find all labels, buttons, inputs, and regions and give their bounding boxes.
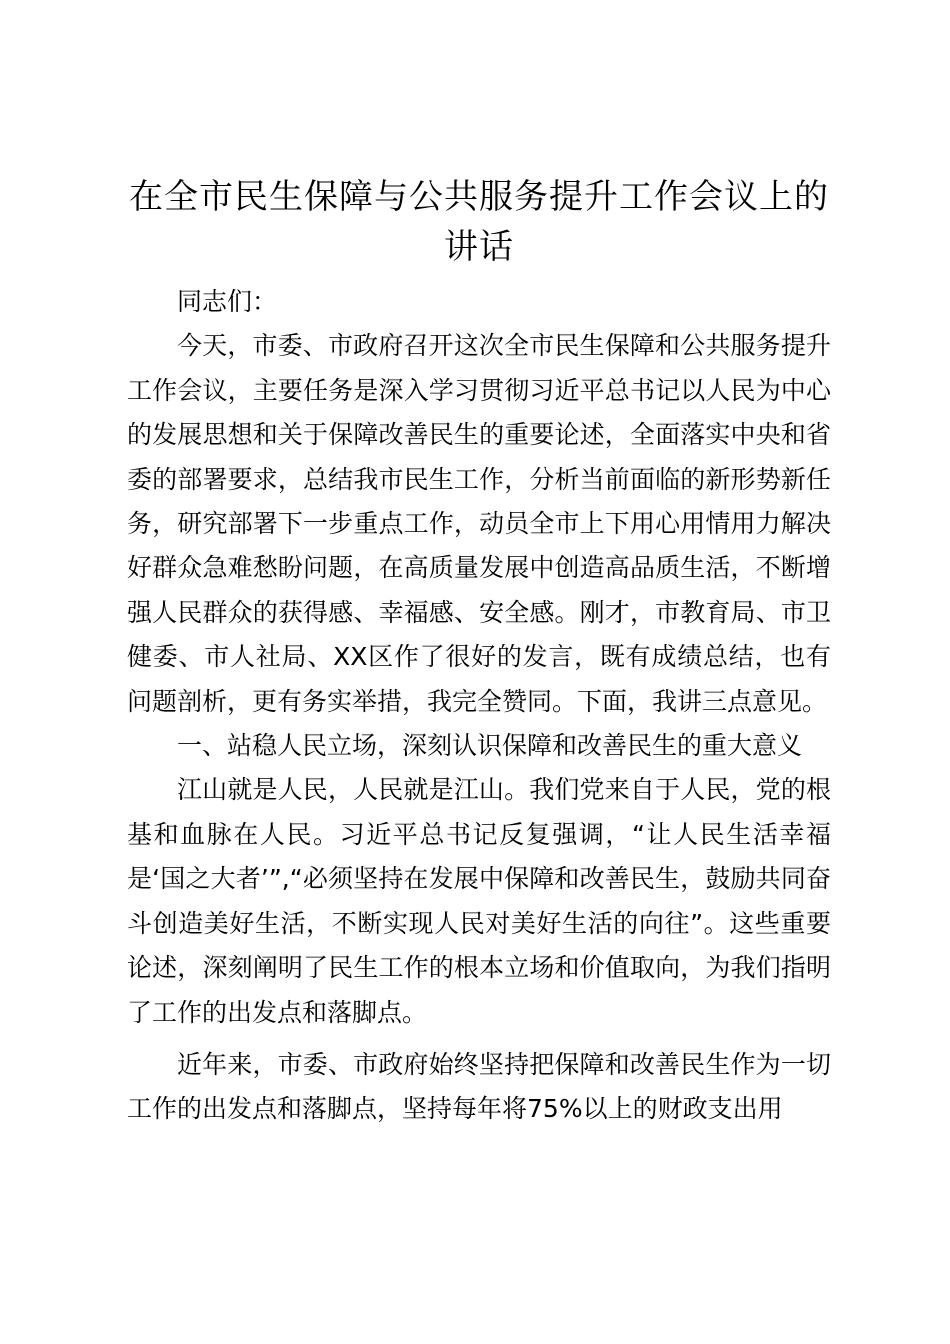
intro-paragraph: 今天，市委、市政府召开这次全市民生保障和公共服务提升工作会议，主要任务是深入学习贯彻习近平总书记以人民为中心的发展思想和关于保障改善民生的重要论述，全面落实中央和省委的部署要求，总结我市民生工作，分析当前面临的新形势新任务，研究部署下一步重点工作，动员全市上下用心用情用力解决好群众急难愁盼问题，在高质量发展中创造高品质生活，不断增强人民群众的获得感、幸福感、安全感。刚才，市教育局、市卫健委、市人社局、XX区作了很好的发言，既有成绩总结，也有问题剖析，更有务实举措，我完全赞同。下面，我讲三点意见。: [127, 331, 831, 716]
section-heading-1: 一、站稳人民立场，深刻认识保障和改善民生的重大意义: [177, 731, 803, 761]
section-paragraph-1: 江山就是人民，人民就是江山。我们党来自于人民，党的根基和血脉在人民。习近平总书记反复强调，“让人民生活幸福是‘国之大者’”,“必须坚持在发展中保障和改善民生，鼓励共同奋斗创造美好生活，不断实现人民对美好生活的向往”。这些重要论述，深刻阐明了民生工作的根本立场和价值取向，为我们指明了工作的出发点和落脚点。: [127, 775, 831, 1027]
document-title: 在全市民生保障与公共服务提升工作会议上的讲话: [129, 177, 829, 267]
salutation: 同志们：: [177, 287, 278, 316]
section-paragraph-2: 近年来，市委、市政府始终坚持把保障和改善民生作为一切工作的出发点和落脚点，坚持每年将75%以上的财政支出用: [127, 1049, 831, 1124]
document-body: [127, 172, 831, 1132]
